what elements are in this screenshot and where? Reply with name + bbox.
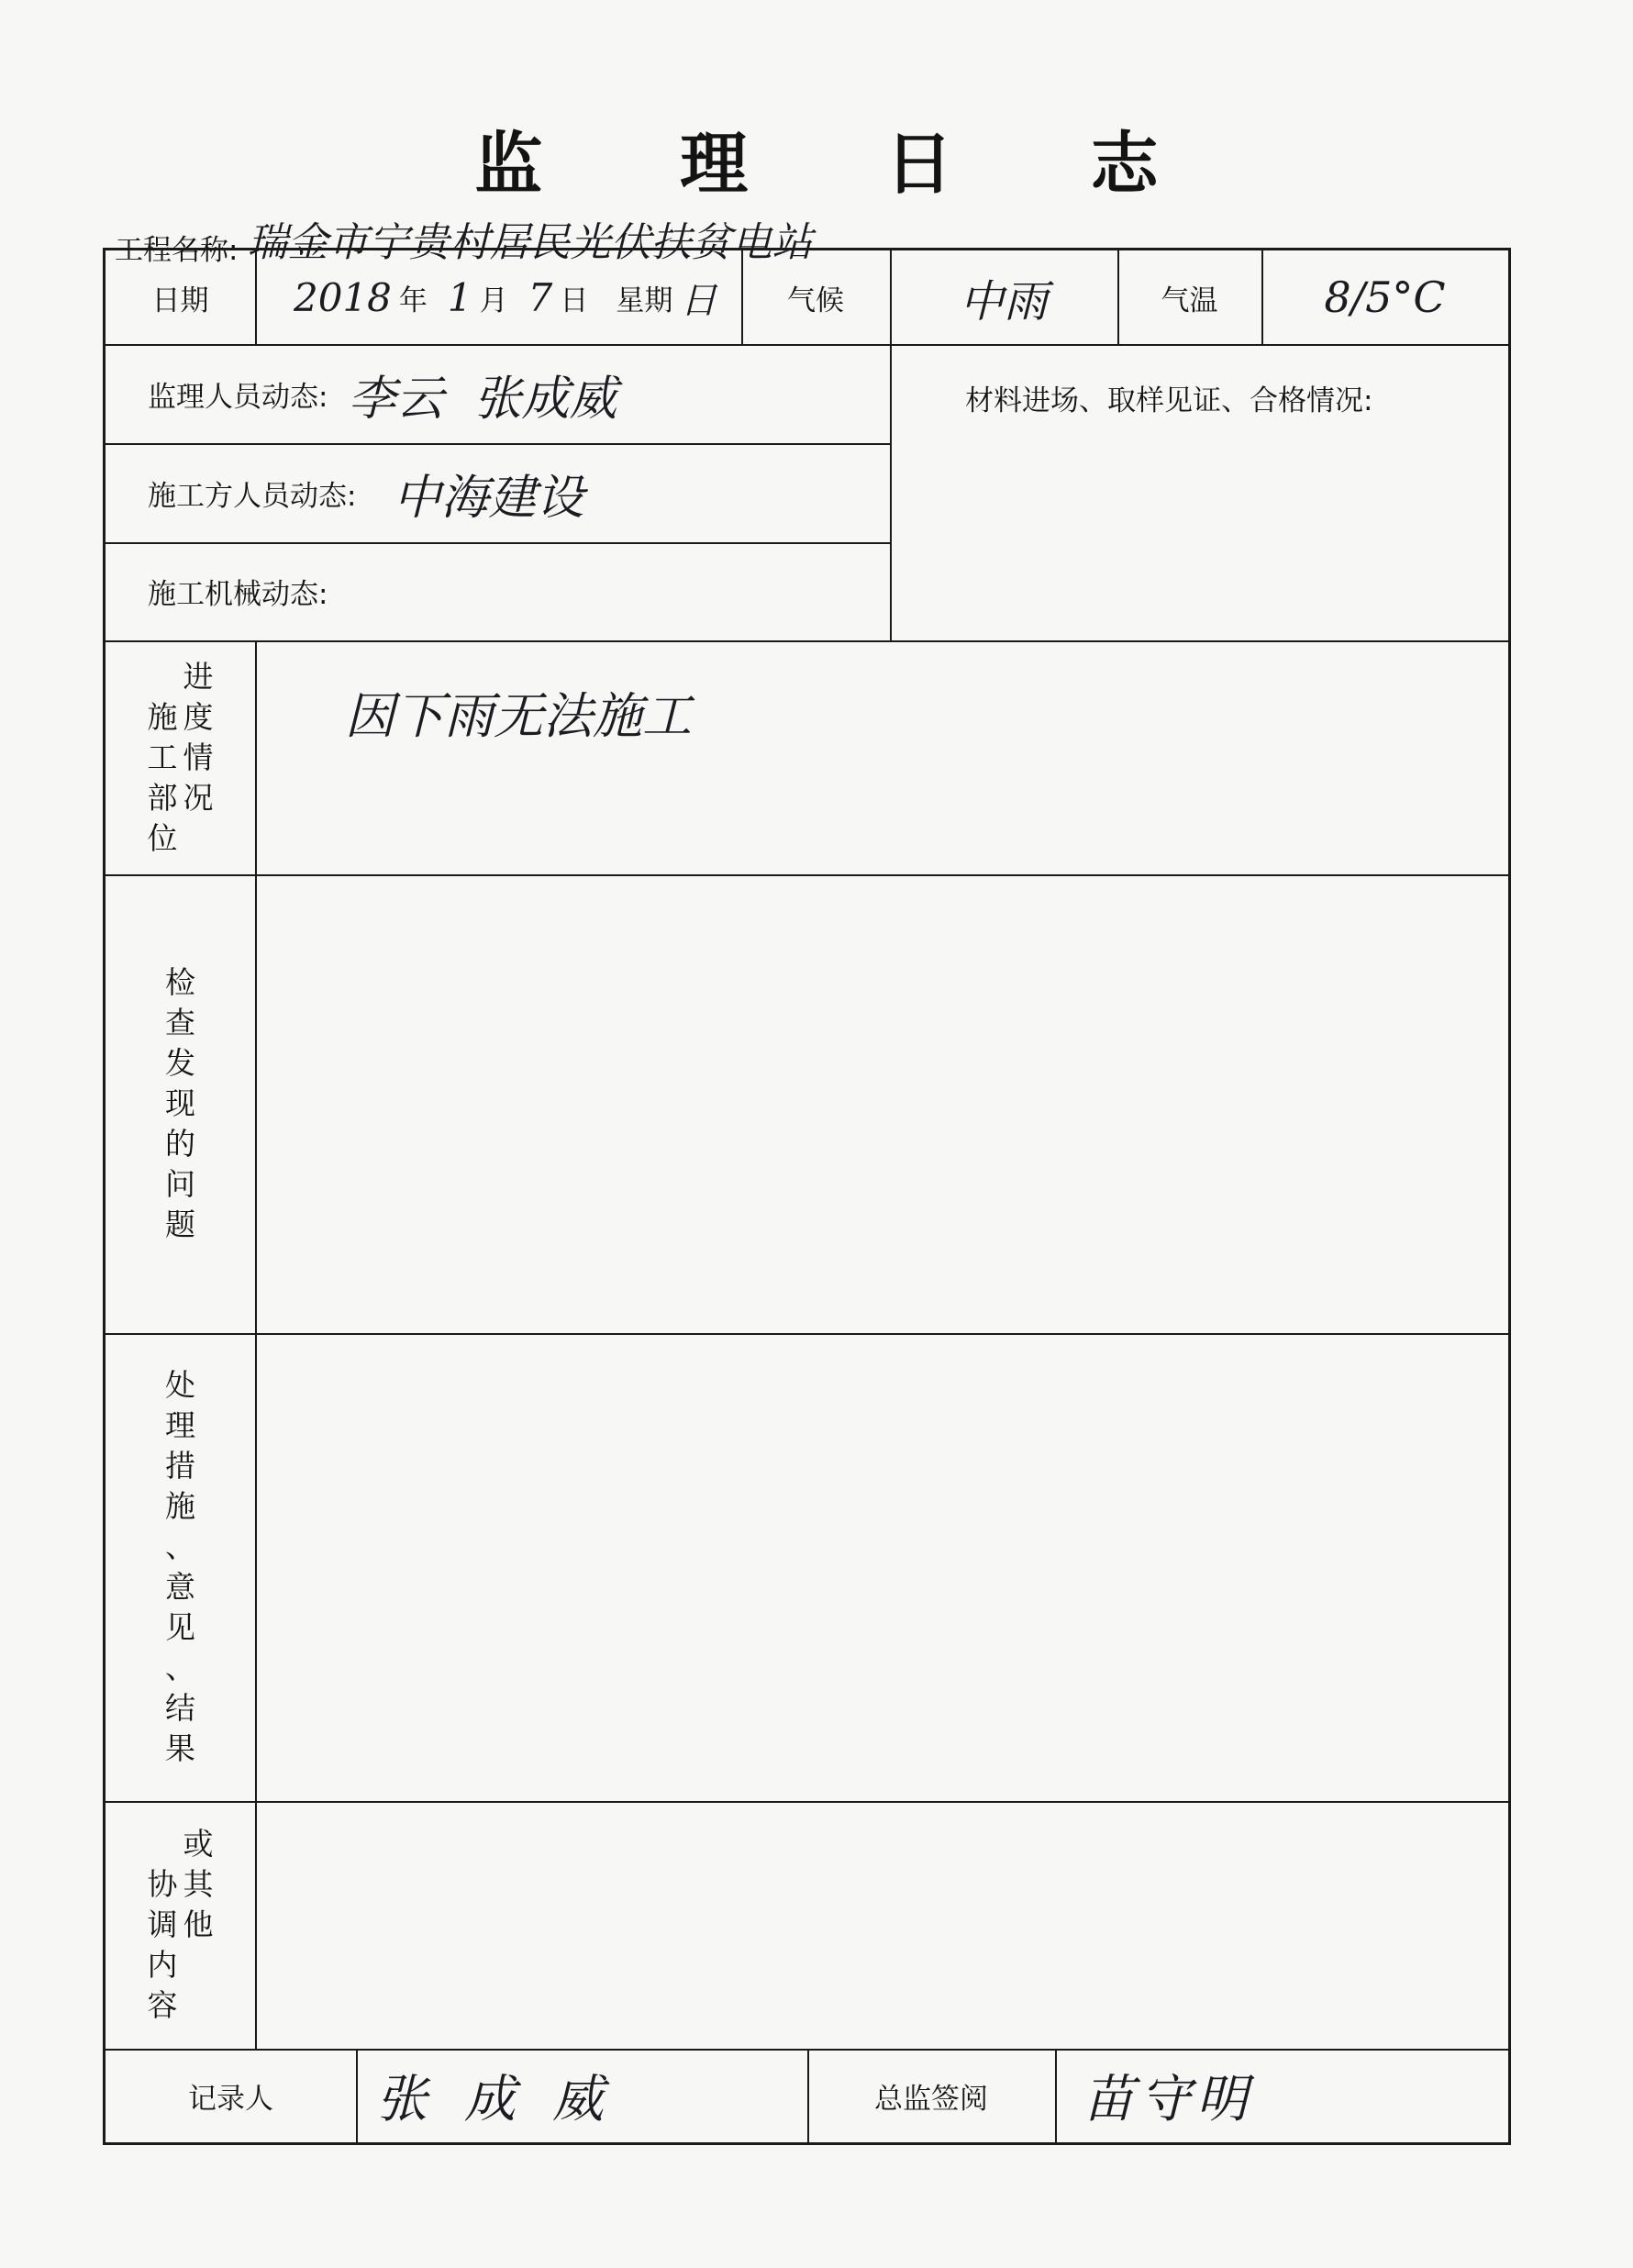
temperature-label: 气温 <box>1161 284 1218 317</box>
coordination-content-cell <box>255 1801 1508 2049</box>
machinery-label: 施工机械动态: <box>148 578 328 611</box>
vertical-label-char: 果 <box>165 1730 195 1766</box>
weather-label: 气候 <box>787 284 844 317</box>
vertical-label-char: 调 <box>147 1907 178 1942</box>
vertical-label-char: 情 <box>183 739 214 775</box>
progress-content-cell <box>255 640 1508 874</box>
weekday-label: 星期 <box>616 284 673 317</box>
materials-label: 材料进场、取样见证、合格情况: <box>965 384 1373 417</box>
vertical-label-char: 检 <box>165 964 195 1000</box>
vertical-label-char: 、 <box>165 1529 195 1564</box>
vertical-label-char: 理 <box>165 1407 195 1443</box>
vertical-label-char: 意 <box>165 1569 195 1605</box>
recorder-signature-cell <box>356 2049 807 2142</box>
vertical-label-char: 内 <box>147 1947 178 1983</box>
weekday-value: 日 <box>680 279 717 322</box>
progress-label-col1 <box>148 697 178 859</box>
vertical-label-char: 处 <box>165 1367 195 1403</box>
recorder-signature: 张成威 <box>376 2070 640 2129</box>
weather-value-cell <box>890 250 1117 344</box>
supervisor-staff-label: 监理人员动态: <box>148 380 328 414</box>
vertical-label-char: 或 <box>183 1826 214 1862</box>
date-month: 1 <box>447 274 472 320</box>
coordination-label-col1 <box>148 1864 178 2026</box>
date-label-cell <box>106 250 255 344</box>
vertical-label-char: 工 <box>147 739 178 775</box>
vertical-label-char: 施 <box>165 1488 195 1524</box>
project-name-label: 工程名称: <box>115 234 239 267</box>
supervision-log-form <box>103 248 1511 2145</box>
vertical-label-char: 现 <box>165 1085 195 1121</box>
contractor-staff-value: 中海建设 <box>393 470 584 526</box>
vertical-label-char: 题 <box>165 1206 195 1242</box>
vertical-label-char: 进 <box>183 658 214 695</box>
recorder-label: 记录人 <box>188 2082 273 2116</box>
vertical-label-char: 问 <box>165 1166 195 1202</box>
vertical-label-char: 他 <box>183 1907 214 1942</box>
chief-review-signature: 苗守明 <box>1083 2070 1253 2129</box>
coordination-label-cell <box>106 1801 255 2049</box>
issues-content-cell <box>255 874 1508 1333</box>
vertical-label-char: 查 <box>165 1005 195 1040</box>
vertical-label-char: 的 <box>165 1126 195 1162</box>
contractor-staff-label: 施工方人员动态: <box>148 479 357 513</box>
contractor-staff-row <box>106 443 890 542</box>
date-day: 7 <box>528 274 553 320</box>
temperature-label-cell <box>1117 250 1261 344</box>
vertical-label-char: 结 <box>165 1690 195 1726</box>
weather-value: 中雨 <box>959 275 1048 328</box>
measures-content-cell <box>255 1333 1508 1801</box>
vertical-label-char: 度 <box>183 698 214 735</box>
vertical-label-char: 况 <box>183 779 214 816</box>
machinery-row <box>106 542 890 640</box>
issues-label <box>165 962 195 1245</box>
vertical-label-char: 施 <box>147 698 178 735</box>
progress-value: 因下雨无法施工 <box>345 687 692 745</box>
measures-label <box>165 1365 195 1769</box>
chief-review-signature-cell <box>1055 2049 1508 2142</box>
vertical-label-char: 措 <box>165 1448 195 1484</box>
temperature-value-cell <box>1261 250 1508 344</box>
vertical-label-char: 见 <box>165 1609 195 1645</box>
chief-review-label: 总监签阅 <box>874 2082 988 2116</box>
vertical-label-char: 协 <box>147 1866 178 1902</box>
date-day-unit: 日 <box>560 284 589 317</box>
chief-review-label-cell <box>807 2049 1055 2142</box>
vertical-label-char: 其 <box>183 1866 214 1902</box>
date-year: 2018 <box>294 274 392 320</box>
supervisor-staff-row <box>106 344 890 443</box>
issues-label-cell <box>106 874 255 1333</box>
recorder-label-cell <box>106 2049 356 2142</box>
vertical-label-char: 部 <box>147 779 178 816</box>
coordination-label-col2 <box>183 1824 214 2026</box>
progress-label-col2 <box>183 657 214 859</box>
vertical-label-char: 、 <box>165 1650 195 1685</box>
vertical-label-char: 位 <box>147 819 178 856</box>
weather-label-cell <box>741 250 890 344</box>
materials-cell <box>890 344 1508 640</box>
progress-label-cell <box>106 640 255 874</box>
supervisor-staff-value: 李云 张成威 <box>348 371 617 427</box>
date-label: 日期 <box>151 284 209 317</box>
project-name-value: 瑞金市宁贵村居民光伏扶贫电站 <box>247 219 813 266</box>
date-year-unit: 年 <box>398 284 428 317</box>
temperature-value: 8/5°C <box>1324 272 1446 322</box>
date-month-unit: 月 <box>479 284 508 317</box>
page-title: 监 理 日 志 <box>474 125 1216 204</box>
vertical-label-char: 容 <box>147 1987 178 2023</box>
measures-label-cell <box>106 1333 255 1801</box>
vertical-label-char: 发 <box>165 1045 195 1081</box>
date-value-cell <box>255 250 741 344</box>
